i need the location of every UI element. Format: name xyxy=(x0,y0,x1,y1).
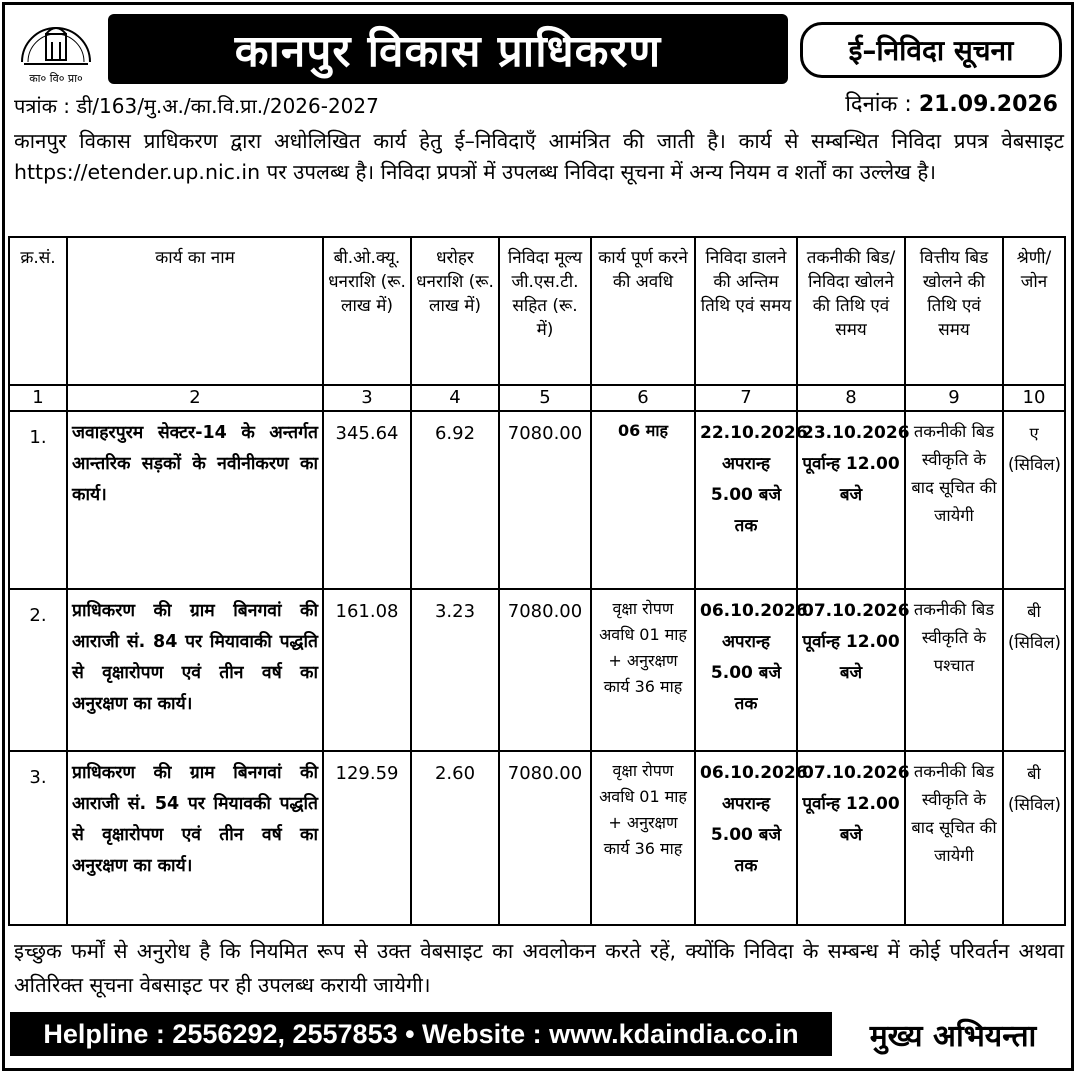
row-cost: 7080.00 xyxy=(499,751,591,925)
page-title: कानपुर विकास प्राधिकरण xyxy=(108,14,788,84)
ref-value: डी/163/मु.अ./का.वि.प्रा./2026-2027 xyxy=(76,94,379,118)
header-category: श्रेणी/ जोन xyxy=(1003,237,1065,385)
row-emd: 6.92 xyxy=(411,411,499,589)
last-date: 06.10.2026 xyxy=(700,601,808,621)
col-num: 4 xyxy=(411,385,499,411)
header-tech-bid: तकनीकी बिड/निविदा खोलने की तिथि एवं समय xyxy=(797,237,905,385)
col-num: 10 xyxy=(1003,385,1065,411)
date-label: दिनांक : xyxy=(845,92,919,117)
last-time: अपरान्ह 5.00 बजे तक xyxy=(710,454,782,536)
ref-label: पत्रांक : xyxy=(14,94,77,118)
header-work-name: कार्य का नाम xyxy=(67,237,323,385)
row-last-date xyxy=(695,589,808,751)
tech-date: 07.10.2026 xyxy=(802,601,910,621)
row-boq: 129.59 xyxy=(323,751,411,925)
col-num: 2 xyxy=(67,385,323,411)
row-fin-bid: तकनीकी बिड स्वीकृति के पश्चात xyxy=(905,589,1003,751)
header-duration: कार्य पूर्ण करने की अवधि xyxy=(591,237,695,385)
row-work-name: प्राधिकरण की ग्राम बिनगवां की आराजी सं. 54 पर मियावकी पद्धति से वृक्षारोपण एवं तीन वर्ष का अनुरक्षण का कार्य। xyxy=(67,751,323,925)
row-last-date xyxy=(695,411,808,589)
row-sn: 2. xyxy=(9,589,67,751)
helpline-bar: Helpline : 2556292, 2557853 • Website : www.kdaindia.co.in xyxy=(10,1012,832,1056)
last-time: अपरान्ह 5.00 बजे तक xyxy=(710,632,782,714)
header-sn: क्र.सं. xyxy=(9,237,67,385)
tech-time: पूर्वान्ह 12.00 बजे xyxy=(802,632,900,683)
row-boq: 345.64 xyxy=(323,411,411,589)
last-date: 06.10.2026 xyxy=(700,763,808,783)
header-fin-bid: वित्तीय बिड खोलने की तिथि एवं समय xyxy=(905,237,1003,385)
header-cost: निविदा मूल्य जी.एस.टी. सहित (रू. में) xyxy=(499,237,591,385)
table-row xyxy=(9,751,1065,925)
kda-logo xyxy=(14,12,98,90)
footer-note: इच्छुक फर्मों से अनुरोध है कि नियमित रूप से उक्त वेबसाइट का अवलोकन करते रहें, क्योंकि निविदा के सम्बन्ध में कोई परिवर्तन अथवा अतिरिक्त सूचना वेबसाइट पर ही उपलब्ध करायी जायेगी। xyxy=(14,939,1064,997)
col-num: 6 xyxy=(591,385,695,411)
row-category: बी (सिविल) xyxy=(1003,589,1065,751)
row-cost: 7080.00 xyxy=(499,411,591,589)
row-category: ए (सिविल) xyxy=(1003,411,1065,589)
col-num: 9 xyxy=(905,385,1003,411)
table-row xyxy=(9,589,1065,751)
row-tech-bid xyxy=(797,589,910,751)
row-cost: 7080.00 xyxy=(499,589,591,751)
tech-date: 23.10.2026 xyxy=(802,423,910,443)
col-num: 8 xyxy=(797,385,905,411)
header-emd: धरोहर धनराशि (रू. लाख में) xyxy=(411,237,499,385)
last-time: अपरान्ह 5.00 बजे तक xyxy=(710,794,782,876)
signatory: मुख्य अभियन्ता xyxy=(869,1018,1037,1054)
col-num: 3 xyxy=(323,385,411,411)
row-last-date xyxy=(695,751,808,925)
col-num: 7 xyxy=(695,385,797,411)
header-boq: बी.ओ.क्यू. धनराशि (रू. लाख में) xyxy=(323,237,411,385)
col-num: 1 xyxy=(9,385,67,411)
reference-number xyxy=(14,92,379,119)
row-work-name: प्राधिकरण की ग्राम बिनगवां की आराजी सं. 84 पर मियावाकी पद्धति से वृक्षारोपण एवं तीन वर्ष का अनुरक्षण का कार्य। xyxy=(67,589,323,751)
logo-text: का० वि० प्रा० xyxy=(29,72,83,85)
row-emd: 2.60 xyxy=(411,751,499,925)
tender-table xyxy=(8,236,1066,926)
tech-date: 07.10.2026 xyxy=(802,763,910,783)
row-duration: वृक्षा रोपण अवधि 01 माह + अनुरक्षण कार्य 36 माह xyxy=(591,751,695,925)
row-fin-bid: तकनीकी बिड स्वीकृति के बाद सूचित की जायेगी xyxy=(905,751,1003,925)
tech-time: पूर्वान्ह 12.00 बजे xyxy=(802,454,900,505)
tech-time: पूर्वान्ह 12.00 बजे xyxy=(802,794,900,845)
row-fin-bid: तकनीकी बिड स्वीकृति के बाद सूचित की जायेगी xyxy=(905,411,1003,589)
row-duration: 06 माह xyxy=(591,411,695,589)
notice-type-badge: ई–निविदा सूचना xyxy=(800,22,1062,78)
row-work-name: जवाहरपुरम सेक्टर-14 के अन्तर्गत आन्तरिक सड़कों के नवीनीकरण का कार्य। xyxy=(67,411,323,589)
row-boq: 161.08 xyxy=(323,589,411,751)
last-date: 22.10.2026 xyxy=(700,423,808,443)
row-category: बी (सिविल) xyxy=(1003,751,1065,925)
table-row xyxy=(9,411,1065,589)
header-last-date: निविदा डालने की अन्तिम तिथि एवं समय xyxy=(695,237,797,385)
row-sn: 3. xyxy=(9,751,67,925)
row-duration: वृक्षा रोपण अवधि 01 माह + अनुरक्षण कार्य 36 माह xyxy=(591,589,695,751)
row-emd: 3.23 xyxy=(411,589,499,751)
row-sn: 1. xyxy=(9,411,67,589)
col-num: 5 xyxy=(499,385,591,411)
column-number-row xyxy=(9,385,1065,411)
date-value: 21.09.2026 xyxy=(918,92,1058,117)
row-tech-bid xyxy=(797,751,910,925)
notice-date xyxy=(845,88,1058,118)
row-tech-bid xyxy=(797,411,910,589)
intro-paragraph: कानपुर विकास प्राधिकरण द्वारा अधोलिखित कार्य हेतु ई–निविदाएँ आमंत्रित की जाती है। कार्य से सम्बन्धित निविदा प्रपत्र वेबसाइट https://etender.up.nic.in पर उपलब्ध है। निविदा प्रपत्रों में उपलब्ध निविदा सूचना में अन्य नियम व शर्तों का उल्लेख है। xyxy=(14,129,1064,184)
table-header-row xyxy=(9,237,1065,385)
